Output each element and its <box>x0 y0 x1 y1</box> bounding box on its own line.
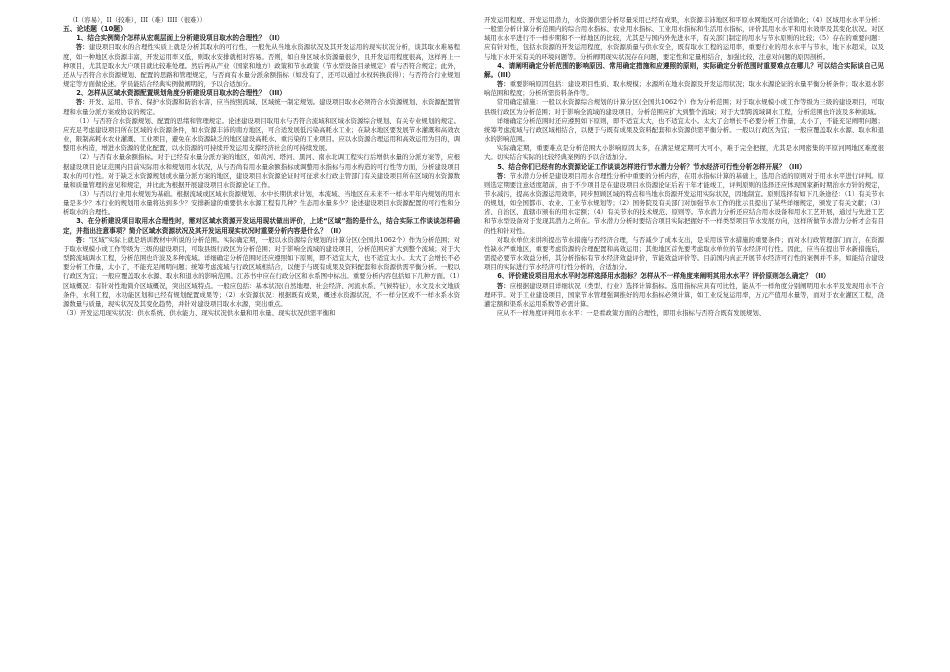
left-column <box>63 16 460 666</box>
answer-3 <box>63 236 460 309</box>
answer-4 <box>484 80 884 98</box>
answer-5-point-1: 对取水单位来讲所提出节水措施与否经济合理，与否减少了成本支出，是采用该节水措施的重要条件；而对水行政管理部门而言，在资源性缺水严重地区，重要考虑资源的合理配置和高效运用；其他地区首先要考虑取水单位的节水经济可行性。因此，应当在提出节水新措施后，需提必要节水效益分析，其分析指标有节水经济效益评价，节能效益评价等。目前国内真正开展节水经济可行性的案例并不多，如能结合建设项目的实际进行节水经济可行性分析的，合适加分。 <box>484 235 884 272</box>
answer-label: 答： <box>496 80 510 89</box>
answer-2 <box>63 98 460 116</box>
answer-label: 答： <box>75 235 89 244</box>
answer-2-point-2: （2）与否有水量余额指标。对于已经有水量分派方案的地区，如黄河、塔河、黑河、南水北调工程实行后增供水量的分派方案等，应根据建设项目论证范围内目前实际用水和规划用水状况，从与否尚有用水量余额指标或调整用水指标与用水构造的可行性等方面，分析建设项目取水的可行性。对于缺乏水资源规划或水量分派方案的地区，建设项目水资源论证时可征求水行政主管部门有关建设项目所在区域的水资源数量和质量管理的意见和规定，并比此为根据开展建设项目水资源论证工作。 <box>63 153 460 189</box>
answer-text: 应根据建设项目详细状况（类型、行业）选择计算指标。选用指标应具有可比性，能从不一样角度分别阐明用水水平及发现用水不合理环节。对于工业建设项目，国家节水管理强调推好的用水指标必须计算，如工业反复运用率，万元产值用水量等，而对于农业灌区工程，浇灌定额和渠系水运用系数等必需计算。 <box>484 281 884 308</box>
answer-1 <box>63 43 460 89</box>
answer-label: 答： <box>496 281 510 290</box>
answer-text: 重要影响原因包括：建设项目性质、取水规模；水源所在地水资源及开发运用状况；取水水源论证的水量平衡分析条件；取水退水影响范围和程度；分析所需资料条件等。 <box>484 80 884 98</box>
question-6: 6、评价建设项目用水水平时怎样选择用水指标？怎样从不一样角度来阐明其用水水平？评价原则怎么确定？（II） <box>497 272 830 281</box>
answer-6-point-1: 应从不一样角度评判用水水平：一是看政策方面的合理性，即用水指标与否符合既有发展规划、 <box>496 309 766 317</box>
answer-text: “区域”实际上就是培训教材中所说的分析范围。实际确定期，一般以水资源综合规划的计算分区(全国共1062个）作为分析范围；对于取水规模小或工作等级为三级的建设项目，可取县级行政区为分析范围；对于影响全流域的建设项目，分析范围应扩大到整个流域；对于大型跨流域调水工程，分析范围也许波及多种流域。详细确定分析范围时还应遵照如下原则，即不适宜太大，也不适宜太小。太大了会增长不必要分析工作量，太小了，不能充足阐明问题；统筹考虑流域与行政区域相结合，以便于与既有成果及资料配套和水资源供需平衡分析。一般以行政区为宜；一般应覆盖取水水源、取水和退水的影响范围。江苏书中应在行政分区和水系图中标出。重要分析内容包括如下几种方面。（1）区域概况：有针对性地简介区域概况，突出区域特点。一般应包括：基本状况(自然地理、社会经济、河流水系、气候特征），水文及水文地质条件，水利工程，水功能区划和已经有规划配置成果等；（2）水资源状况：根据既有成果，概述水资源状况，不一样分区或不一样水系水资源数量与质量，现实状况及其变化趋势，并针对建设项目取水水源，突出重点。 <box>63 235 460 308</box>
answer-2-point-3: （3）与否以行业用水规划为基础。根据流域或区域水资源规划、水中长期供求计划，本流域、当地区在未来不一样水平年内规划的用水量是多少？本行业的规划用水量将达到多少？安排新建的重要供水水源工程有几种？生态用水量多少？论述建设项目水资源配置的可行性和分析取水的合理性。 <box>63 189 460 217</box>
answer-6 <box>484 282 884 309</box>
answer-text: 开发、运用、节省、保护水资源和防治水害，应当按照流域、区域统一制定规划。建设项目取水必须符合水资源规划、水资源配置管理和水量分派方案或协议的规定。 <box>63 98 460 116</box>
question-2: 2、怎样从区域水资源配置规划角度分析建设项目取水的合理性？（III） <box>76 89 286 98</box>
answer-label: 答： <box>75 43 89 52</box>
answer-label: 答： <box>496 171 510 180</box>
answer-4-point-1: 常用确定措施：一般以水资源综合规划的计算分区(全国共1062个）作为分析范围；对于取水规模小或工作等级为三级的建设项目，可取县级行政区为分析范围；对于影响全流域的建设项目，分析范围应扩大到整个流域；对于大型跨流域调水工程，分析范围也许波及多种流域。 <box>484 98 884 116</box>
question-4: 4、请阐明确定分析范围的影响原因、常用确定措施和应遵照的原则，实际确定分析范围时重要难点在哪儿？可以结合实际谈自己见解。（III） <box>484 61 884 79</box>
answer-5 <box>484 172 884 236</box>
question-5: 5、结合你们已经有的水资源论证工作谈谈怎样进行节水潜力分析？节水经济可行性分析怎样开展？（III） <box>497 162 806 171</box>
question-1: 1、结合实例简介怎样从宏观层面上分析建设项目取水的合理性？（II） <box>76 34 284 43</box>
answer-4-point-2: 详细确定分析范围时还应遵照如下原则，即不适宜太大，也不适宜太小。太大了会增长不必要分析工作量，太小了，不能充足阐明问题；统筹考虑流域与行政区域相结合，以便于与既有成果及资料配套和水资源供需平衡分析。一般以行政区为宜；一般应覆盖取水水源、取水和退水的影响范围。 <box>484 116 884 144</box>
difficulty-legend: （I（容易），II（较难），III（难）IIII（很难）） <box>69 16 207 24</box>
answer-text: 建设项目取水的合理性实质上就是分析其取水的可行性，一般先从当地水资源状况及其开发运用的现实状况分析，谈其取水难易程度，如一种地区水资源丰富，开发运用率又低，则取水安排就相对容易。否则，如自身区域水资源量很少，且开发运用程度很高，这样再上一种项目，尤其是取水大户项目就比较难处理。然后再从产业（国家和地方）政策和节水政策（节水型设备目录规定）看与否符合规定；此外，还从与否符合水资源规划、配置的思路和管理规定，与否商有水量分派余额指标（如没有了，还可以通过水权转换获得）；与否符合行业规划规定等方面做论述。学员能结合经典实例做阐明的，予以合适加分。 <box>63 43 460 89</box>
answer-4-point-3: 实际确定期，重要难点是分析范围大小影响原因太多，在满足规定期可大可小，难于完全把握，尤其是水网密集的平原河网地区难度很大。切实结合实际的比较经典案例的予以合适加分。 <box>484 144 884 162</box>
section-title: 五、论述题（10题） <box>63 25 127 34</box>
answer-label: 答： <box>75 98 89 107</box>
answer-3-continued: 开发运用程度、开发运用潜力，水资源供需分析尽量采用已经有成果，水资源丰沛地区和平原水网地区可合适简化；（4）区域用水水平分析：一般需分析计算分析范围内的综合用水指标、农业用水指标、工业用水指标和生活用水指标，评价其用水水平和用水效率及其变化状况。对区域用水水平进行不一样步期和不一样地区的比较，尤其是与国内外先进水平，有关部门制定的用水与节水原则的比较；（5）存在的重要问题：应有针对性，包括水资源的开发运用程度，水资源质量与供水安全，既有取水工程的运用率，重要行业的用水水平与节水，地下水超采，以及与地下水开采有关的环境问题等。分析阐明现实状况存在问题，要定性和定量相结合，加强比较，注意对问题的原因剖析。 <box>484 16 884 61</box>
answer-3-tail: （3）开发运用现实状况：供水系统、供水能力、现实状况供水量和用水量、现实状况供需平衡和 <box>63 309 336 317</box>
answer-text: 节水潜力分析是建设项目用水合理性分析中重要的分析内容，在用水指标计算的基础上，选用合适的原则对于用水水平进行评判。原则选定期要注意适度超前，由于不少项目是在建设项目水资源论证后若干年才能竣工，评判原则的选择还应体现国家新时期治水方针的规定，节水减污，提高水资源运用效率，同步照顾区域的特点和当地水资源开发运用实际状况，因地制宜。原则选择有如下几条途径：（1）有关节水的规划，如全国都市、农业、工业节水规划等；（2）国务院及有关部门对加强节水工作的批示且提出了某些详细规定，颁发了有关文献；（3）省、自治区、直辖市颁布的用水定额；（4）有关节水的技术规范、原则等。节水潜力分析还应结合用水设备和用水工艺开展，通过与先进工艺和节水型设备对于发现其潜力之所在。节水潜力分析时要结合项目实际把握好不一样类型项目节水发展方向，这样所做节水潜力分析才会有目的性和针对性。 <box>484 171 884 235</box>
question-3: 3、在分析建设项目取用水合理性时，需对区域水资源开发运用现状做出评价，上述“区域”指的是什么，结合实际工作谈谈怎样确定，并指出注意事项？简介区域水资源状况及其开发运用现实状况时重要分析内容是什么？（II） <box>63 217 460 235</box>
answer-2-point-1: （1）与否符合水资源规划、配置的思绪和管理规定。论述建设项目取用水与否符合流域和区域水资源综合规划、有关专业规划的规定。应充足考虑建设项目所在区域的水资源条件，如水资源丰沛的南方地区，可合适发展低污染高耗水工业；在缺水地区要发展节水灌溉和高效农业，限制高耗水农业灌溉、工业项目，避免在水资源缺乏的地区建设高耗水、重污染的工业项目。应以水资源合理运用和高效运用为目的，调整用水构造，增进水资源的优化配置，以水资源的可持续开发运用支撑经济社会的可持续发展。 <box>63 116 460 153</box>
right-column <box>484 16 884 666</box>
